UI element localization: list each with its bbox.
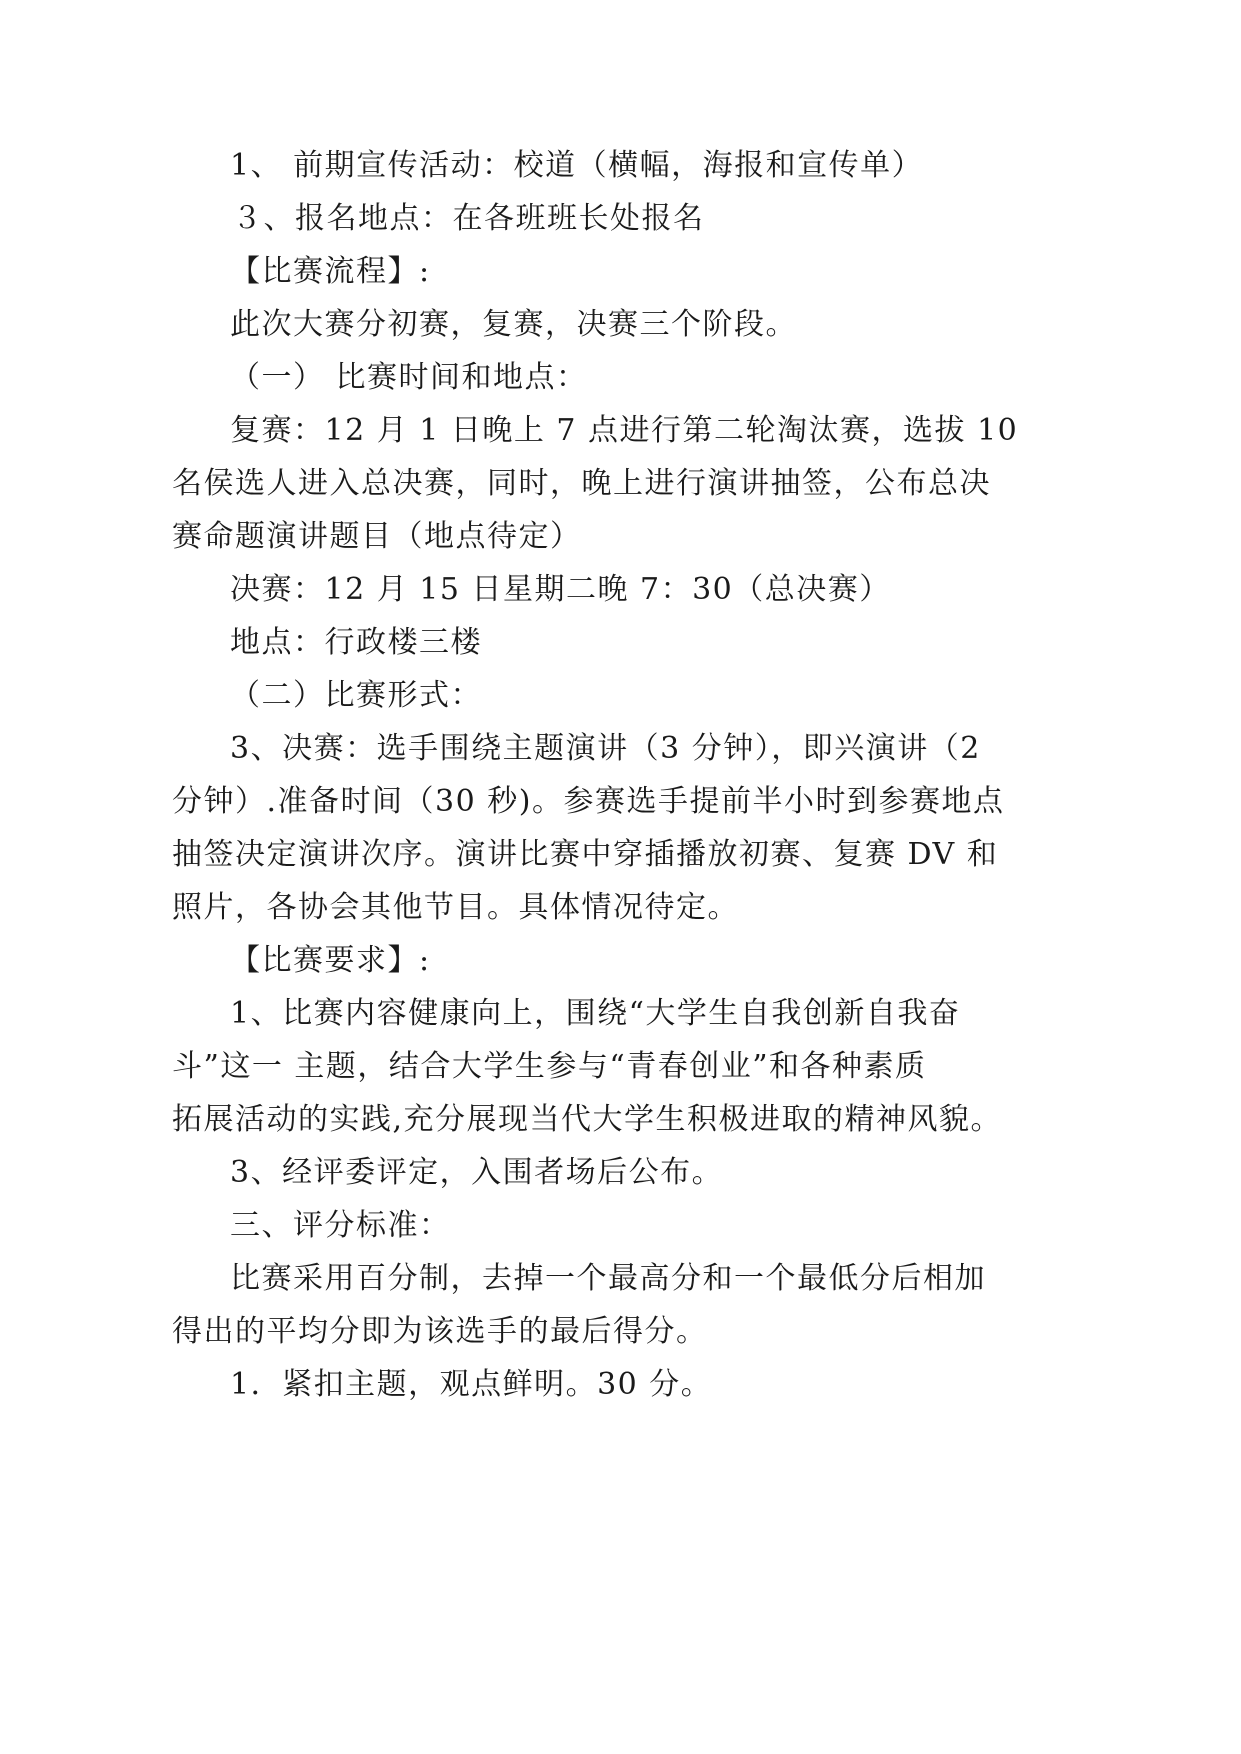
text-line: 此次大赛分初赛，复赛，决赛三个阶段。 <box>230 307 797 342</box>
text-line: 复赛：12 月 1 日晚上 7 点进行第二轮淘汰赛，选拔 10 <box>230 413 1019 448</box>
text-line: 拓展活动的实践,充分展现当代大学生积极进取的精神风貌。 <box>172 1102 1003 1137</box>
section-heading: 【比赛要求】: <box>230 943 431 978</box>
text-line: 抽签决定演讲次序。演讲比赛中穿插播放初赛、复赛 DV 和 <box>172 837 999 872</box>
text-line: 分钟）.准备时间（30 秒)。参赛选手提前半小时到参赛地点 <box>172 784 1005 819</box>
section-heading: 【比赛流程】: <box>230 254 431 289</box>
text-line: 照片，各协会其他节目。具体情况待定。 <box>172 890 739 925</box>
subsection-heading: （二）比赛形式： <box>230 678 482 713</box>
text-line: 3、决赛：选手围绕主题演讲（3 分钟），即兴演讲（2 <box>230 731 981 766</box>
text-line: 1．紧扣主题，观点鲜明。30 分。 <box>230 1367 713 1402</box>
text-line: 地点：行政楼三楼 <box>230 625 482 660</box>
text-line: 得出的平均分即为该选手的最后得分。 <box>172 1314 708 1349</box>
section-heading: 三、评分标准： <box>230 1208 451 1243</box>
text-line: 斗”这一 主题，结合大学生参与“青春创业”和各种素质 <box>172 1049 927 1084</box>
text-line: 3、经评委评定，入围者场后公布。 <box>230 1155 724 1190</box>
text-line: 决赛：12 月 15 日星期二晚 7：30（总决赛） <box>230 572 891 607</box>
text-line: 名侯选人进入总决赛，同时，晚上进行演讲抽签，公布总决 <box>172 466 991 501</box>
text-line: 1、比赛内容健康向上，围绕“大学生自我创新自我奋 <box>230 996 961 1031</box>
text-line: 比赛采用百分制，去掉一个最高分和一个最低分后相加 <box>230 1261 986 1296</box>
text-line: 1、 前期宣传活动：校道（横幅，海报和宣传单） <box>230 148 924 183</box>
subsection-heading: （一） 比赛时间和地点： <box>230 360 588 395</box>
text-line: ３、报名地点：在各班班长处报名 <box>232 201 705 236</box>
text-line: 赛命题演讲题目（地点待定） <box>172 519 582 554</box>
